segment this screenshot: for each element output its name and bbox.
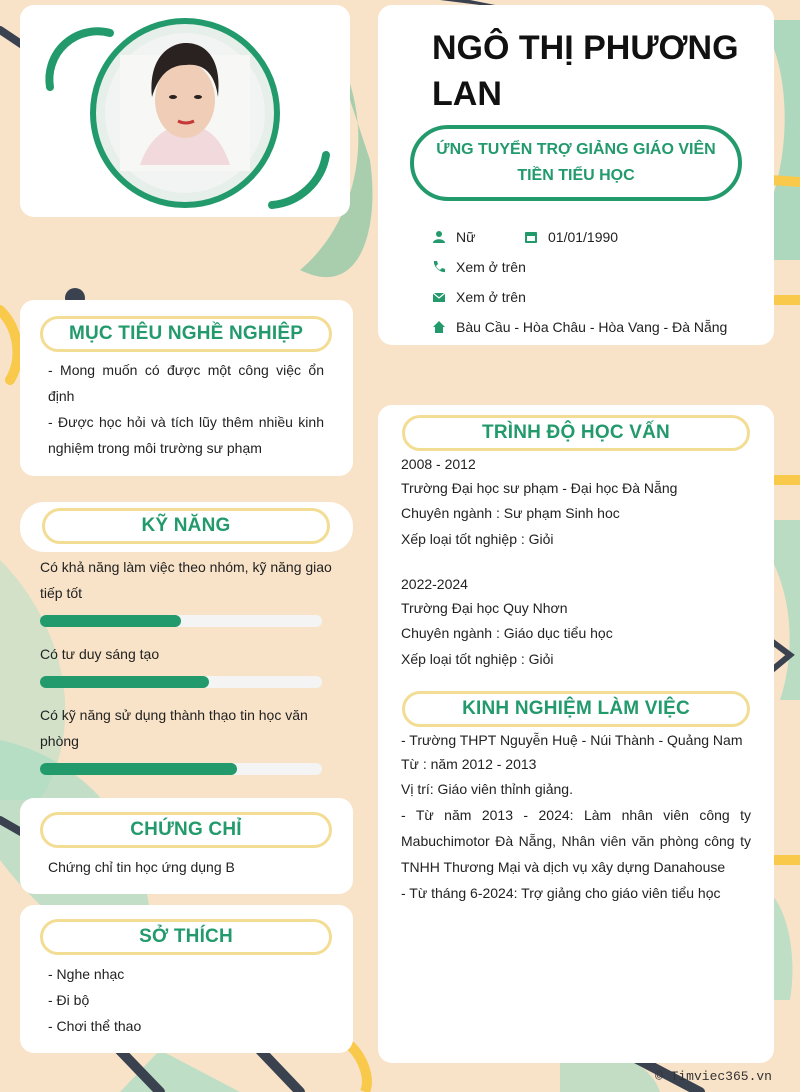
objective-title: MỤC TIÊU NGHỀ NGHIỆP: [40, 316, 332, 352]
phone-row: [432, 257, 526, 277]
photo-card: [20, 5, 350, 217]
experience-line: - Trường THPT Nguyễn Huệ - Núi Thành - Quảng Nam: [401, 732, 743, 748]
certificate-item: Chứng chỉ tin học ứng dụng B: [48, 859, 235, 875]
skill-text: Có tư duy sáng tạo: [40, 646, 160, 662]
skills-header-card: [20, 502, 353, 552]
mail-icon: [432, 290, 446, 304]
education-school: Trường Đại học Quy Nhơn: [401, 600, 568, 616]
email-value: Xem ở trên: [456, 289, 526, 305]
experience-line: - Từ năm 2013 - 2024: Làm nhân viên công ty Mabuchimotor Đà Nẵng, Nhân viên văn phòng công ty TNHH Thương Mại và dịch vụ xây dựng Danahouse: [401, 807, 751, 875]
education-grade: Xếp loại tốt nghiệp : Giỏi: [401, 531, 554, 547]
education-major: Chuyên ngành : Sư phạm Sinh hoc: [401, 505, 620, 521]
home-icon: [432, 320, 446, 334]
birthdate-row: [524, 227, 618, 247]
email-row: [432, 287, 526, 307]
hobby-item: - Nghe nhạc: [48, 966, 125, 982]
skill-bar-fill: [40, 676, 209, 688]
address-value: Bàu Cầu - Hòa Châu - Hòa Vang - Đà Nẵng: [456, 319, 728, 335]
birthdate-value: 01/01/1990: [548, 229, 619, 245]
phone-icon: [432, 260, 446, 274]
skill-bar: [40, 615, 322, 627]
education-major: Chuyên ngành : Giáo dục tiểu học: [401, 625, 613, 641]
phone-value: Xem ở trên: [456, 259, 526, 275]
experience-line: - Từ tháng 6-2024: Trợ giảng cho giáo viên tiểu học: [401, 885, 721, 901]
objective-item: - Mong muốn có được một công việc ổn định: [48, 362, 324, 404]
experience-line: Vị trí: Giáo viên thỉnh giảng.: [401, 781, 573, 797]
skill-bar-fill: [40, 763, 237, 775]
objective-card: [20, 300, 353, 476]
hobby-item: - Chơi thể thao: [48, 1018, 142, 1034]
gender-row: [432, 227, 475, 247]
education-school: Trường Đại học sư phạm - Đại học Đà Nẵng: [401, 480, 678, 496]
hobbies-card: [20, 905, 353, 1053]
experience-line: Từ : năm 2012 - 2013: [401, 756, 537, 772]
address-row: [432, 317, 727, 337]
avatar: [20, 5, 350, 217]
experience-title: KINH NGHIỆM LÀM VIỆC: [402, 691, 750, 727]
calendar-icon: [524, 230, 538, 244]
user-icon: [432, 230, 446, 244]
main-card: [378, 405, 774, 1063]
certificates-card: [20, 798, 353, 894]
skill-bar: [40, 676, 322, 688]
position-title: ỨNG TUYỂN TRỢ GIẢNG GIÁO VIÊN TIỀN TIỂU HỌC: [436, 141, 716, 184]
header-card: [378, 5, 774, 345]
skill-bar: [40, 763, 322, 775]
education-grade: Xếp loại tốt nghiệp : Giỏi: [401, 651, 554, 667]
certificates-title: CHỨNG CHỈ: [40, 812, 332, 848]
skill-text: Có khả năng làm việc theo nhóm, kỹ năng giao tiếp tốt: [40, 559, 332, 601]
skill-bar-fill: [40, 615, 181, 627]
hobbies-title: SỞ THÍCH: [40, 919, 332, 955]
position-badge: [410, 125, 742, 201]
hobby-item: - Đi bộ: [48, 992, 90, 1008]
gender-value: Nữ: [456, 229, 476, 245]
education-title: TRÌNH ĐỘ HỌC VẤN: [402, 415, 750, 451]
skill-text: Có kỹ năng sử dụng thành thạo tin học văn phòng: [40, 707, 308, 749]
skills-title: KỸ NĂNG: [42, 508, 330, 544]
objective-item: - Được học hỏi và tích lũy thêm nhiều kinh nghiệm trong môi trường sư phạm: [48, 414, 324, 456]
candidate-name: NGÔ THỊ PHƯƠNG LAN: [432, 29, 739, 113]
education-period: 2022-2024: [401, 576, 468, 592]
footer-watermark[interactable]: © Timviec365.vn: [654, 1069, 772, 1084]
education-period: 2008 - 2012: [401, 456, 476, 472]
